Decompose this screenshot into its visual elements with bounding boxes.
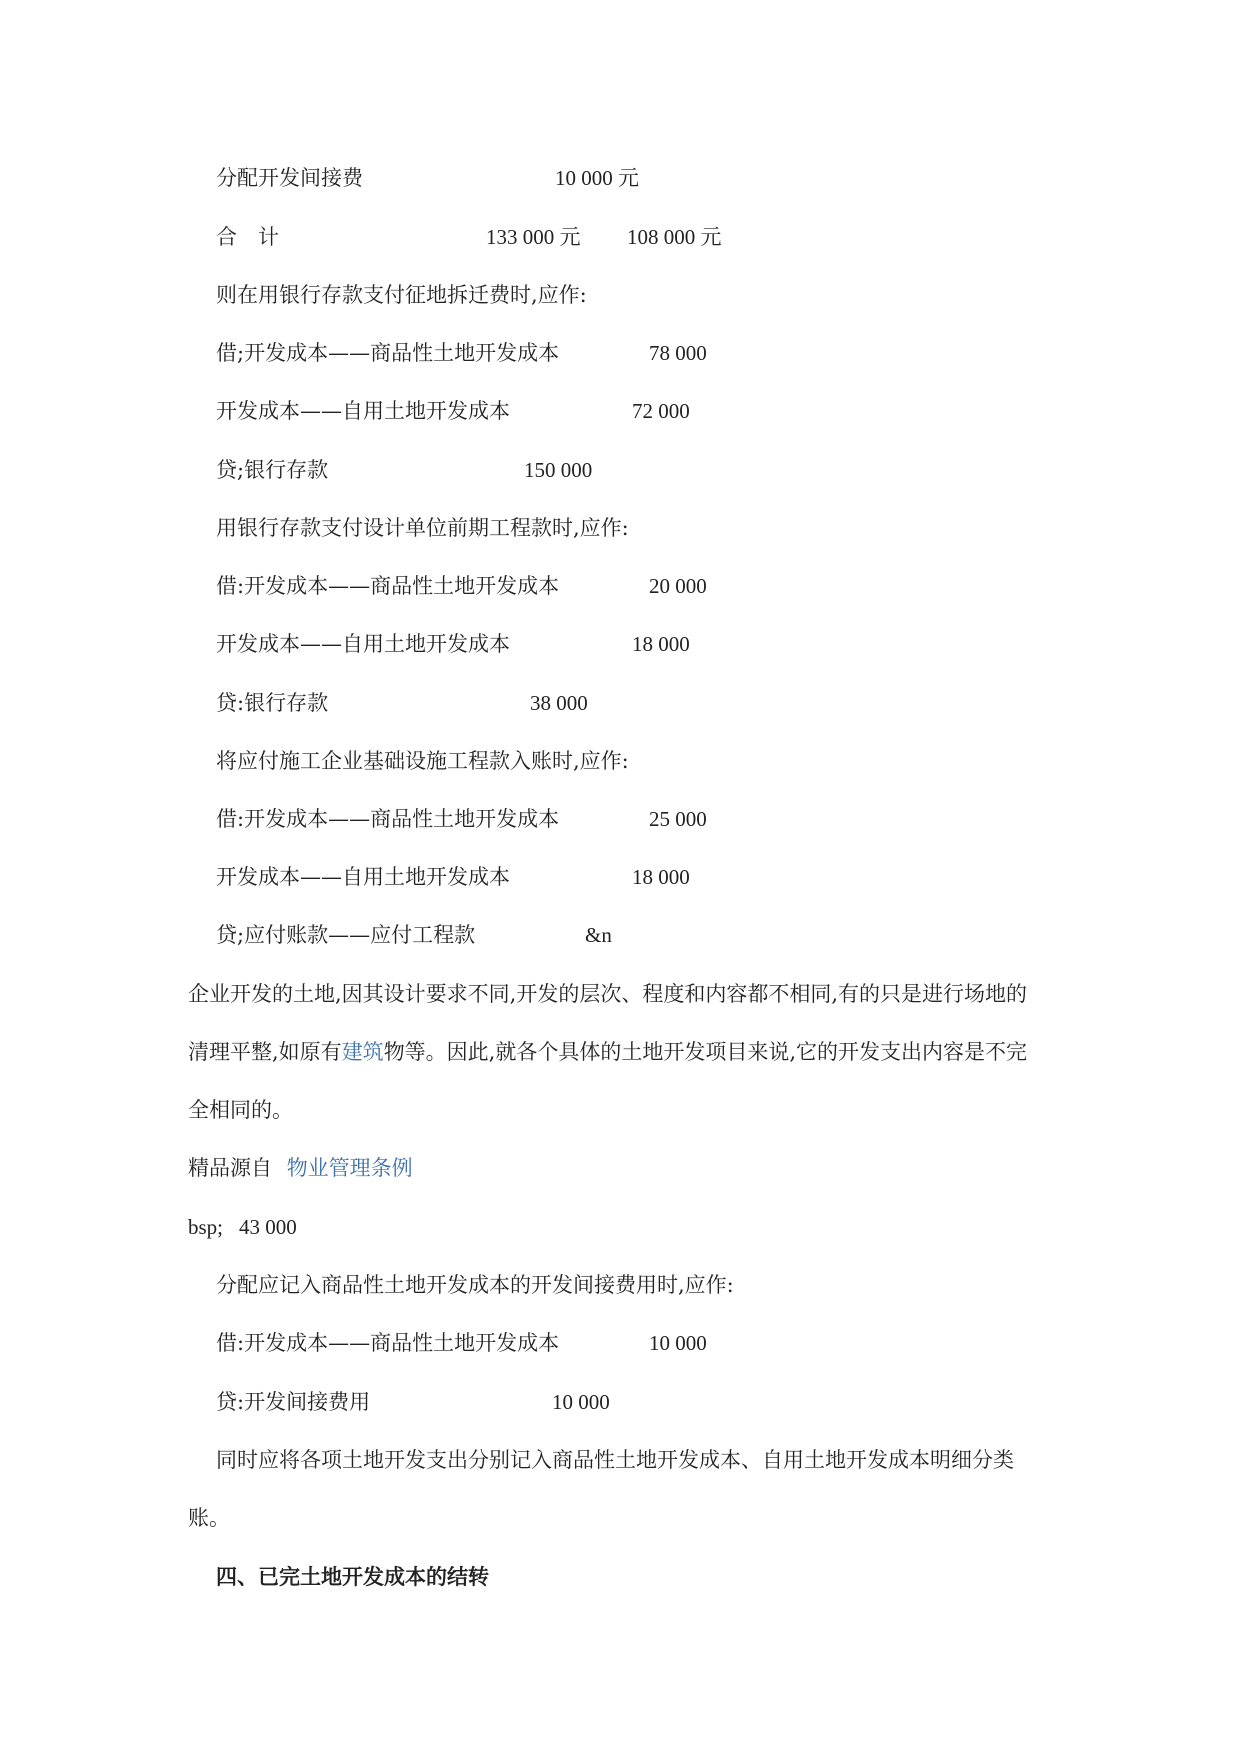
- source-label: 精品源自: [188, 1156, 272, 1180]
- paragraph-line: 全相同的。: [188, 1098, 293, 1122]
- paragraph-line: 同时应将各项土地开发支出分别记入商品性土地开发成本、自用土地开发成本明细分类: [216, 1448, 1014, 1472]
- line-total: 合 计: [216, 225, 279, 249]
- line-text: 将应付施工企业基础设施工程款入账时,应作:: [216, 749, 629, 773]
- paragraph-line: 企业开发的土地,因其设计要求不同,开发的层次、程度和内容都不相同,有的只是进行场地的: [188, 982, 1028, 1006]
- journal-debit-2: 开发成本——自用土地开发成本: [216, 399, 510, 423]
- journal-credit: 贷:银行存款: [216, 691, 329, 715]
- amount-fragment: &n: [585, 923, 612, 947]
- amount: 133 000 元: [486, 225, 581, 249]
- amount: 10 000: [649, 1331, 707, 1355]
- section-heading: 四、已完土地开发成本的结转: [216, 1565, 489, 1589]
- amount: 18 000: [632, 632, 690, 656]
- journal-debit-2: 开发成本——自用土地开发成本: [216, 865, 510, 889]
- amount: 10 000: [552, 1390, 610, 1414]
- line-text: 则在用银行存款支付征地拆迁费时,应作:: [216, 283, 587, 307]
- journal-credit: 贷;银行存款: [216, 458, 329, 482]
- journal-credit: 贷:开发间接费用: [216, 1390, 371, 1414]
- amount: 78 000: [649, 341, 707, 365]
- line-alloc-indirect: 分配开发间接费: [216, 166, 363, 190]
- amount: 108 000 元: [627, 225, 722, 249]
- fragment-line: bsp;: [188, 1215, 224, 1239]
- line-text: 用银行存款支付设计单位前期工程款时,应作:: [216, 516, 629, 540]
- journal-debit: 借:开发成本——商品性土地开发成本: [216, 574, 560, 598]
- building-link[interactable]: 建筑: [341, 1040, 384, 1064]
- source-line: [188, 1155, 413, 1181]
- line-text: 分配应记入商品性土地开发成本的开发间接费用时,应作:: [216, 1273, 734, 1297]
- amount: 25 000: [649, 807, 707, 831]
- text-segment: 清理平整,如原有: [188, 1040, 342, 1064]
- journal-debit: 借:开发成本——商品性土地开发成本: [216, 807, 560, 831]
- paragraph-line: [188, 1039, 1027, 1065]
- journal-credit: 贷;应付账款——应付工程款: [216, 923, 476, 947]
- text-segment: 物等。因此,就各个具体的土地开发项目来说,它的开发支出内容是不完: [383, 1040, 1028, 1064]
- amount: 38 000: [530, 691, 588, 715]
- amount: 10 000 元: [555, 166, 639, 190]
- paragraph-line: 账。: [188, 1506, 230, 1530]
- journal-debit: 借;开发成本——商品性土地开发成本: [216, 341, 560, 365]
- amount: 150 000: [524, 458, 593, 482]
- amount: 72 000: [632, 399, 690, 423]
- amount: 20 000: [649, 574, 707, 598]
- amount: 43 000: [239, 1215, 297, 1239]
- journal-debit-2: 开发成本——自用土地开发成本: [216, 632, 510, 656]
- property-regulation-link[interactable]: 物业管理条例: [286, 1156, 413, 1180]
- amount: 18 000: [632, 865, 690, 889]
- journal-debit: 借:开发成本——商品性土地开发成本: [216, 1331, 560, 1355]
